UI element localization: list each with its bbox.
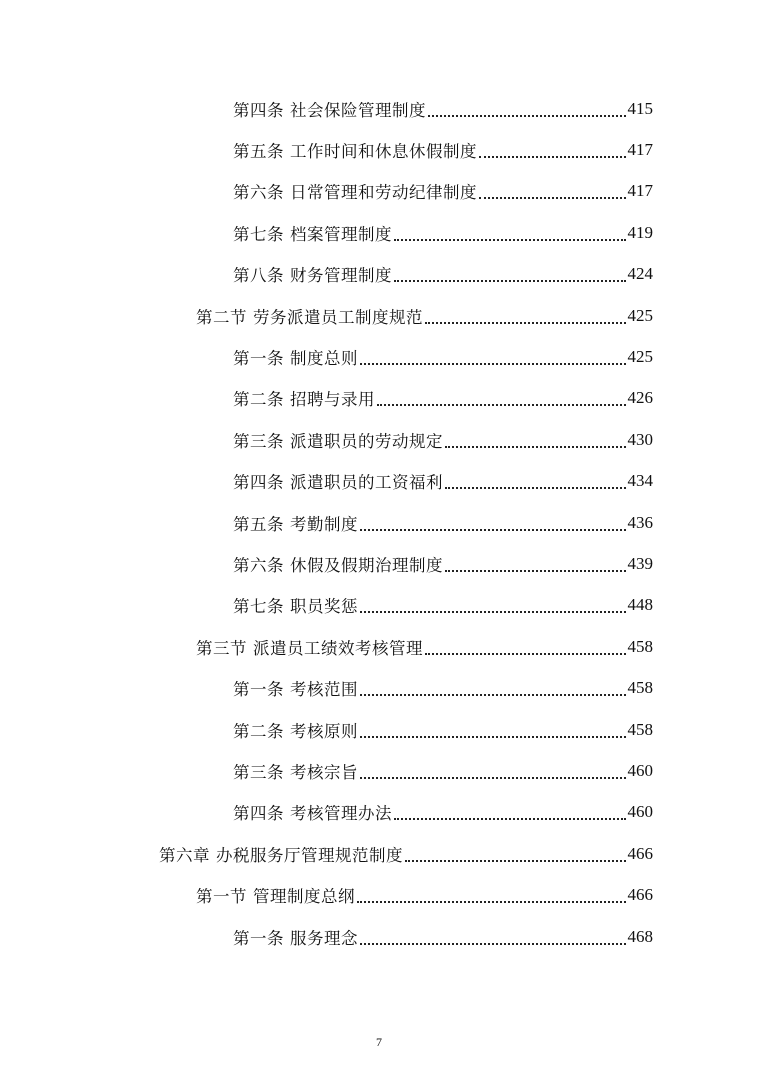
toc-entry-label: [233, 97, 426, 121]
toc-entry-title: 考核宗旨: [290, 762, 358, 782]
dot-leader: [425, 641, 626, 655]
dot-leader: [360, 351, 626, 365]
toc-entry[interactable]: [0, 336, 758, 377]
dot-leader: [394, 268, 626, 282]
toc-entry-label: [233, 428, 443, 452]
toc-entry[interactable]: [0, 667, 758, 708]
toc-entry-page: 417: [627, 181, 653, 201]
dot-leader: [445, 475, 626, 489]
toc-entry-number: 第六章: [159, 845, 210, 865]
toc-entry-label: [233, 345, 358, 369]
dot-leader: [360, 724, 626, 738]
toc-entry-number: 第四条: [233, 804, 284, 824]
dot-leader: [405, 848, 626, 862]
toc-entry-title: 考核管理办法: [290, 804, 392, 824]
toc-entry-page: 448: [627, 595, 653, 615]
toc-entry-number: 第一条: [233, 680, 284, 700]
toc-entry[interactable]: [0, 833, 758, 874]
toc-entry-page: 425: [627, 305, 653, 325]
toc-entry-number: 第八条: [233, 266, 284, 286]
toc-entry-page: 436: [627, 512, 653, 532]
toc-entry-title: 管理制度总纲: [253, 887, 355, 907]
toc-entry-label: [233, 179, 477, 203]
toc-entry-label: [159, 842, 403, 866]
toc-entry-page: 458: [627, 719, 653, 739]
dot-leader: [425, 310, 626, 324]
dot-leader: [360, 682, 626, 696]
toc-entry[interactable]: [0, 129, 758, 170]
toc-entry[interactable]: [0, 543, 758, 584]
dot-leader: [445, 558, 626, 572]
dot-leader: [360, 517, 626, 531]
toc-entry-page: 425: [627, 347, 653, 367]
toc-entry-page: 426: [627, 388, 653, 408]
toc-entry-number: 第一节: [196, 887, 247, 907]
toc-entry-title: 工作时间和休息休假制度: [290, 142, 477, 162]
toc-entry-label: [233, 676, 358, 700]
toc-entry-title: 休假及假期治理制度: [290, 555, 443, 575]
toc-entry-title: 社会保险管理制度: [290, 100, 426, 120]
dot-leader: [445, 434, 626, 448]
toc-entry[interactable]: [0, 295, 758, 336]
toc-entry-label: [233, 925, 358, 949]
table-of-contents: [0, 88, 758, 957]
toc-entry-number: 第四条: [233, 100, 284, 120]
toc-entry-page: 466: [627, 843, 653, 863]
toc-entry[interactable]: [0, 709, 758, 750]
dot-leader: [360, 765, 626, 779]
toc-entry-number: 第五条: [233, 142, 284, 162]
toc-entry[interactable]: [0, 419, 758, 460]
toc-entry-page: 424: [627, 264, 653, 284]
toc-entry[interactable]: [0, 585, 758, 626]
toc-entry-label: [233, 262, 392, 286]
dot-leader: [479, 144, 626, 158]
toc-entry[interactable]: [0, 378, 758, 419]
toc-entry-number: 第二条: [233, 390, 284, 410]
toc-entry-page: 460: [627, 760, 653, 780]
toc-entry-label: [196, 883, 355, 907]
toc-entry-page: 434: [627, 471, 653, 491]
toc-entry-title: 考核原则: [290, 721, 358, 741]
toc-entry-title: 劳务派遣员工制度规范: [253, 307, 423, 327]
dot-leader: [428, 103, 626, 117]
toc-entry-label: [233, 511, 358, 535]
toc-entry-title: 职员奖惩: [290, 597, 358, 617]
toc-entry[interactable]: [0, 916, 758, 957]
toc-entry[interactable]: [0, 171, 758, 212]
toc-entry[interactable]: [0, 626, 758, 667]
toc-entry-title: 派遣职员的劳动规定: [290, 431, 443, 451]
toc-entry-label: [233, 552, 443, 576]
toc-entry-number: 第六条: [233, 183, 284, 203]
dot-leader: [377, 392, 626, 406]
toc-entry-title: 制度总则: [290, 349, 358, 369]
toc-entry[interactable]: [0, 254, 758, 295]
toc-entry-label: [233, 386, 375, 410]
toc-entry-title: 档案管理制度: [290, 224, 392, 244]
toc-entry-label: [196, 304, 423, 328]
toc-entry-number: 第三节: [196, 638, 247, 658]
toc-entry-number: 第七条: [233, 224, 284, 244]
toc-entry-label: [233, 800, 392, 824]
dot-leader: [394, 227, 626, 241]
toc-entry-page: 466: [627, 885, 653, 905]
toc-entry-title: 考勤制度: [290, 514, 358, 534]
toc-entry[interactable]: [0, 502, 758, 543]
toc-entry-title: 考核范围: [290, 680, 358, 700]
toc-entry-label: [233, 138, 477, 162]
toc-entry-number: 第三条: [233, 431, 284, 451]
toc-entry-page: 458: [627, 678, 653, 698]
page-number: 7: [376, 1035, 382, 1049]
toc-entry-number: 第六条: [233, 555, 284, 575]
dot-leader: [360, 931, 626, 945]
toc-entry-page: 419: [627, 222, 653, 242]
toc-entry[interactable]: [0, 792, 758, 833]
toc-entry-page: 468: [627, 926, 653, 946]
toc-entry-page: 439: [627, 553, 653, 573]
toc-entry-label: [233, 718, 358, 742]
toc-entry-number: 第二节: [196, 307, 247, 327]
toc-entry-number: 第七条: [233, 597, 284, 617]
toc-entry-label: [233, 469, 443, 493]
toc-entry-page: 458: [627, 636, 653, 656]
toc-entry-label: [233, 759, 358, 783]
toc-entry-label: [196, 635, 423, 659]
toc-entry-title: 日常管理和劳动纪律制度: [290, 183, 477, 203]
toc-entry[interactable]: [0, 750, 758, 791]
dot-leader: [357, 889, 626, 903]
toc-entry-title: 派遣员工绩效考核管理: [253, 638, 423, 658]
toc-entry-label: [233, 593, 358, 617]
toc-entry-number: 第一条: [233, 349, 284, 369]
toc-entry-title: 办税服务厅管理规范制度: [216, 845, 403, 865]
dot-leader: [360, 599, 626, 613]
toc-entry-page: 460: [627, 802, 653, 822]
dot-leader: [394, 806, 626, 820]
toc-entry-number: 第五条: [233, 514, 284, 534]
toc-entry-title: 财务管理制度: [290, 266, 392, 286]
toc-entry-page: 430: [627, 429, 653, 449]
toc-entry-number: 第二条: [233, 721, 284, 741]
toc-entry[interactable]: [0, 874, 758, 915]
toc-entry[interactable]: [0, 212, 758, 253]
toc-entry-label: [233, 221, 392, 245]
toc-entry-page: 417: [627, 140, 653, 160]
toc-entry-page: 415: [627, 98, 653, 118]
toc-entry-number: 第四条: [233, 473, 284, 493]
toc-entry-title: 派遣职员的工资福利: [290, 473, 443, 493]
toc-entry-title: 招聘与录用: [290, 390, 375, 410]
dot-leader: [479, 185, 626, 199]
toc-entry-title: 服务理念: [290, 928, 358, 948]
toc-entry-number: 第三条: [233, 762, 284, 782]
toc-entry-number: 第一条: [233, 928, 284, 948]
toc-entry[interactable]: [0, 461, 758, 502]
toc-entry[interactable]: [0, 88, 758, 129]
